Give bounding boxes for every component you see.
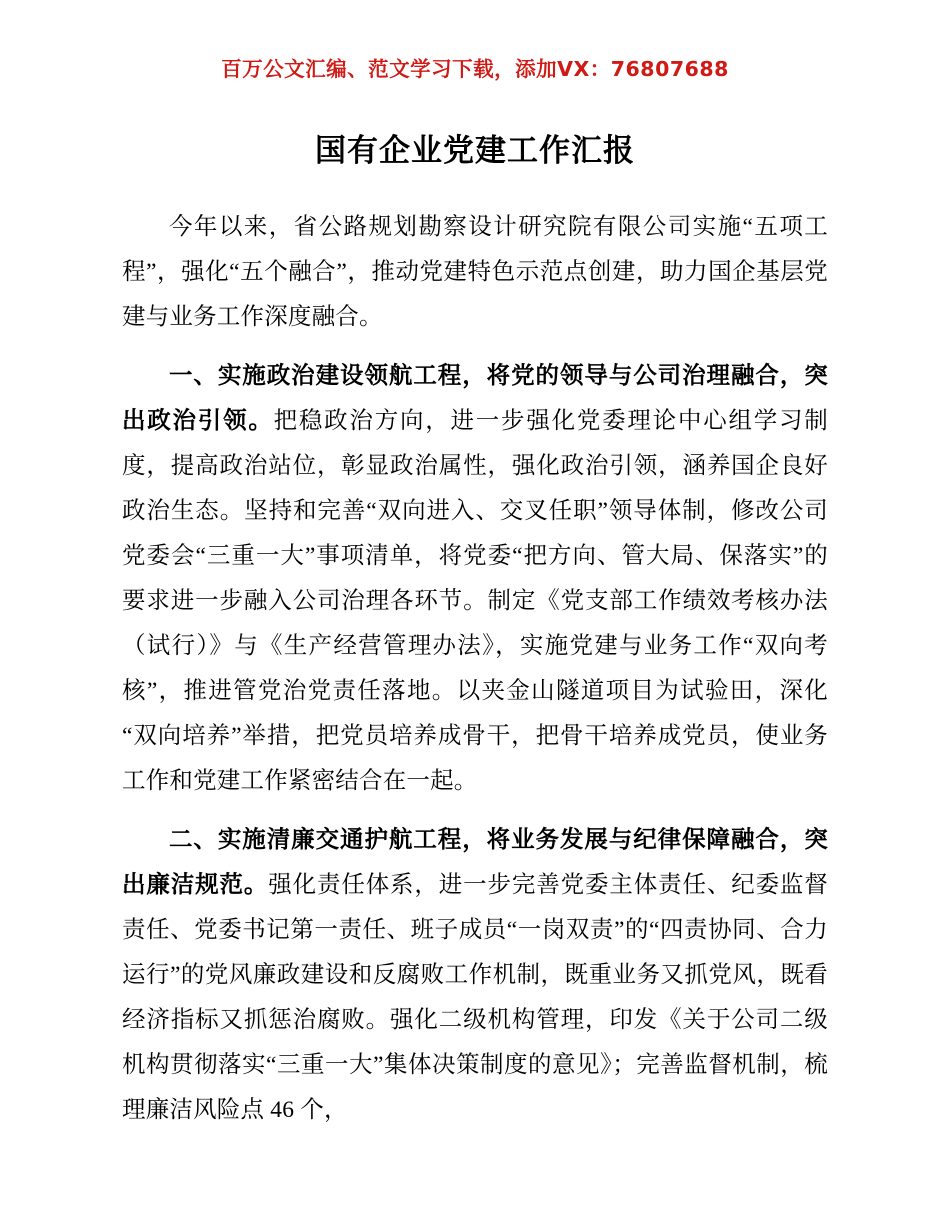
section-one-heading: 一、实施政治建设领航工程，将党的领导与公司治理融合，突出政治引领。 [122,363,828,434]
paragraph-intro [122,205,828,340]
paragraph-section-one [122,354,828,804]
section-two-text: 强化责任体系，进一步完善党委主体责任、纪委监督责任、党委书记第一责任、班子成员“一岗双责”的“四责协同、合力运行”的党风廉政建设和反腐败工作机制，既重业务又抓党风，既看经济指标又抓惩治腐败。强化二级机构管理，印发《关于公司二级机构贯彻落实“三重一大”集体决策制度的意见》；完善监督机制，梳理廉洁风险点 46 个， [122,872,829,1123]
watermark-banner: 百万公文汇编、范文学习下载，添加VX：76807688 [221,57,729,81]
section-two-heading: 二、实施清廉交通护航工程，将业务发展与纪律保障融合，突出廉洁规范。 [122,827,828,898]
paragraph-section-two [122,818,828,1133]
section-one-text: 把稳政治方向，进一步强化党委理论中心组学习制度，提高政治站位，彰显政治属性，强化政治引领，涵养国企良好政治生态。坚持和完善“双向进入、交叉任职”领导体制，修改公司党委会“三重一大”事项清单，将党委“把方向、管大局、保落实”的要求进一步融入公司治理各环节。制定《党支部工作绩效考核办法（试行）》与《生产经营管理办法》，实施党建与业务工作“双向考核”，推进管党治党责任落地。以夹金山隧道项目为试验田，深化“双向培养”举措，把党员培养成骨干，把骨干培养成党员，使业务工作和党建工作紧密结合在一起。 [122,408,828,794]
document-body [122,205,828,1147]
paragraph-intro-text: 今年以来，省公路规划勘察设计研究院有限公司实施“五项工程”，强化“五个融合”，推动党建特色示范点创建，助力国企基层党建与业务工作深度融合。 [122,214,828,330]
page-title: 国有企业党建工作汇报 [315,132,635,169]
